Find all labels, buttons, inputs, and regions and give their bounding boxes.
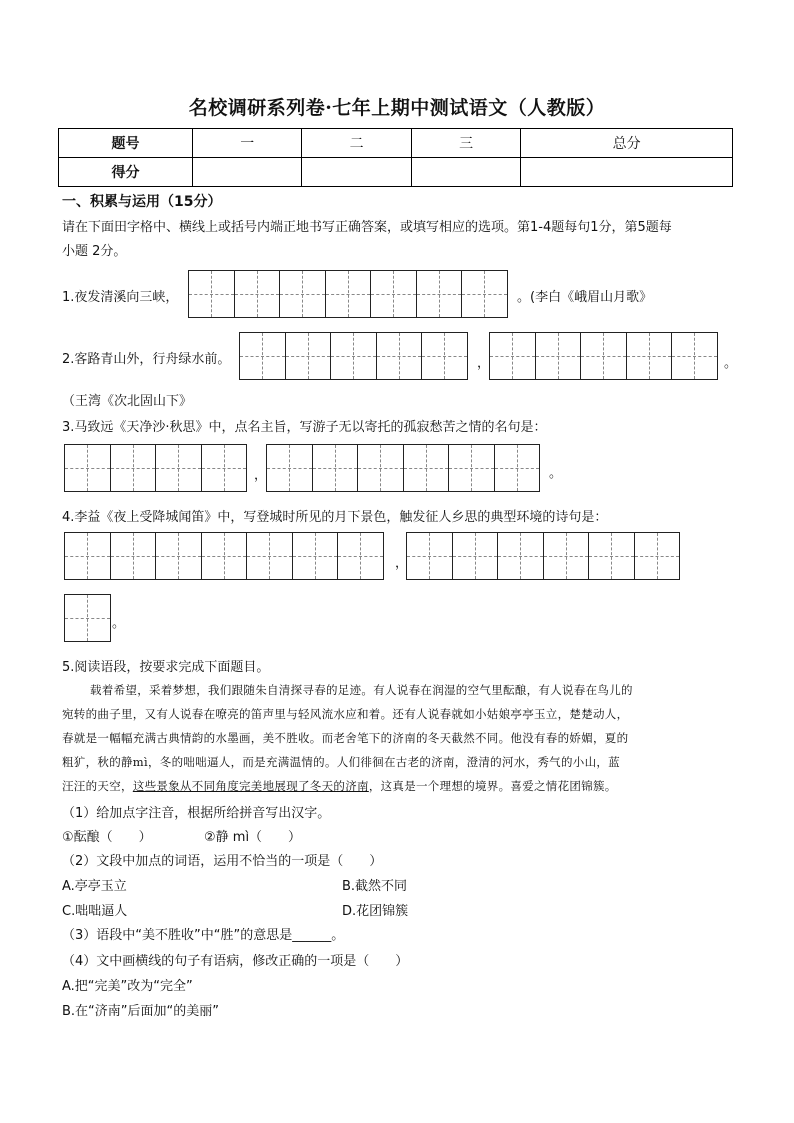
- grid-cell[interactable]: [417, 271, 463, 317]
- score-table: [58, 128, 733, 187]
- score-cell[interactable]: [193, 158, 302, 187]
- grid-cell[interactable]: [313, 445, 359, 491]
- grid-cell[interactable]: [449, 445, 495, 491]
- section-heading: 一、积累与运用（15分）: [62, 194, 222, 210]
- score-cell[interactable]: [411, 158, 520, 187]
- grid-cell[interactable]: [111, 533, 157, 579]
- question-3-text: 3.马致远《天净沙·秋思》中，点名主旨，写游子无以寄托的孤寂愁苦之情的名句是：: [62, 420, 547, 435]
- grid-cell[interactable]: [156, 445, 202, 491]
- sub-question-2: （2）文段中加点的词语，运用不恰当的一项是（ ）: [62, 854, 383, 869]
- punctuation-comma: ，: [477, 356, 491, 371]
- question-2-prefix: 2.客路青山外，行舟绿水前。: [62, 352, 231, 367]
- answer-grid-q2a[interactable]: [239, 332, 468, 380]
- question-2-source: （王湾《次北固山下》: [62, 394, 193, 409]
- grid-cell[interactable]: [490, 333, 536, 379]
- page-title: 名校调研系列卷·七年上期中测试语文（人教版）: [188, 97, 606, 119]
- grid-cell[interactable]: [189, 271, 235, 317]
- score-table-row: [59, 158, 733, 187]
- answer-grid-q4a[interactable]: [64, 532, 384, 580]
- grid-cell[interactable]: [331, 333, 377, 379]
- score-cell[interactable]: [521, 158, 733, 187]
- score-header-cell: 三: [411, 129, 520, 158]
- passage-line: 载着希望，采着梦想，我们跟随朱自清探寻春的足迹。有人说春在润湿的空气里酝酿，有人说春在鸟儿的: [90, 683, 633, 697]
- grid-cell[interactable]: [627, 333, 673, 379]
- sub-question-1-item-a: ①酝酿（ ）: [62, 830, 152, 845]
- grid-cell[interactable]: [267, 445, 313, 491]
- grid-cell[interactable]: [65, 445, 111, 491]
- option-b: B.截然不同: [342, 879, 408, 894]
- passage-text: ，这真是一个理想的境界。喜爱之情花团锦簇。: [368, 779, 617, 793]
- answer-grid-q3b[interactable]: [266, 444, 540, 492]
- answer-grid-q4c[interactable]: [64, 594, 111, 642]
- grid-cell[interactable]: [202, 533, 248, 579]
- answer-grid-q3a[interactable]: [64, 444, 247, 492]
- grid-cell[interactable]: [581, 333, 627, 379]
- grid-cell[interactable]: [240, 333, 286, 379]
- score-table-header-row: [59, 129, 733, 158]
- grid-cell[interactable]: [293, 533, 339, 579]
- grid-cell[interactable]: [407, 533, 453, 579]
- punctuation-period: 。: [724, 356, 738, 371]
- grid-cell[interactable]: [536, 333, 582, 379]
- score-header-cell: 题号: [59, 129, 193, 158]
- grid-cell[interactable]: [202, 445, 248, 491]
- answer-grid-q1[interactable]: [188, 270, 508, 318]
- grid-cell[interactable]: [672, 333, 718, 379]
- question-5-text: 5.阅读语段，按要求完成下面题目。: [62, 660, 270, 675]
- passage-line: 春就是一幅幅充满古典情韵的水墨画，美不胜收。而老舍笔下的济南的冬天截然不同。他没有春的娇媚，夏的: [62, 731, 629, 745]
- grid-cell[interactable]: [544, 533, 590, 579]
- option-a: A.把“完美”改为“完全”: [62, 979, 193, 994]
- score-row-label: 得分: [59, 158, 193, 187]
- answer-grid-q4b[interactable]: [406, 532, 680, 580]
- question-1-suffix: 。(李白《峨眉山月歌》: [517, 290, 653, 305]
- question-1-prefix: 1.夜发清溪向三峡，: [62, 290, 179, 305]
- grid-cell[interactable]: [453, 533, 499, 579]
- grid-cell[interactable]: [495, 445, 541, 491]
- passage-text: 汪汪的天空，: [62, 779, 133, 793]
- sub-question-1-item-b: ②静 mì（ ）: [204, 830, 302, 845]
- punctuation-comma: ，: [395, 556, 409, 571]
- grid-cell[interactable]: [156, 533, 202, 579]
- grid-cell[interactable]: [111, 445, 157, 491]
- option-c: C.咄咄逼人: [62, 904, 128, 919]
- sub-question-3: （3）语段中“美不胜收”中“胜”的意思是______。: [62, 928, 345, 943]
- punctuation-period: 。: [549, 466, 563, 481]
- grid-cell[interactable]: [635, 533, 681, 579]
- grid-cell[interactable]: [377, 333, 423, 379]
- instruction-line: 小题 2分。: [62, 244, 127, 259]
- grid-cell[interactable]: [358, 445, 404, 491]
- passage-line: 粗犷，秋的静mì，冬的咄咄逼人，而是充满温情的。人们徘徊在古老的济南，澄清的河水，秀气的小山，蓝: [62, 755, 620, 769]
- grid-cell[interactable]: [326, 271, 372, 317]
- grid-cell[interactable]: [280, 271, 326, 317]
- punctuation-period: 。: [112, 616, 126, 631]
- instruction-line: 请在下面田字格中、横线上或括号内端正地书写正确答案，或填写相应的选项。第1-4题每句1分，第5题每: [62, 220, 672, 235]
- grid-cell[interactable]: [235, 271, 281, 317]
- grid-cell[interactable]: [65, 595, 111, 641]
- grid-cell[interactable]: [498, 533, 544, 579]
- grid-cell[interactable]: [462, 271, 508, 317]
- grid-cell[interactable]: [247, 533, 293, 579]
- score-header-cell: 总分: [521, 129, 733, 158]
- answer-grid-q2b[interactable]: [489, 332, 718, 380]
- option-a: A.亭亭玉立: [62, 879, 127, 894]
- option-d: D.花团锦簇: [342, 904, 409, 919]
- passage-line: [62, 778, 617, 794]
- sub-question-4: （4）文中画横线的句子有语病，修改正确的一项是（ ）: [62, 954, 409, 969]
- grid-cell[interactable]: [65, 533, 111, 579]
- score-cell[interactable]: [302, 158, 411, 187]
- score-header-cell: 一: [193, 129, 302, 158]
- grid-cell[interactable]: [286, 333, 332, 379]
- grid-cell[interactable]: [371, 271, 417, 317]
- grid-cell[interactable]: [422, 333, 468, 379]
- grid-cell[interactable]: [589, 533, 635, 579]
- question-4-text: 4.李益《夜上受降城闻笛》中，写登城时所见的月下景色，触发征人乡思的典型环境的诗句是：: [62, 510, 608, 525]
- punctuation-comma: ，: [254, 468, 268, 483]
- underlined-sentence: 这些景象从不同角度完美地展现了冬天的济南: [132, 779, 369, 793]
- option-b: B.在“济南”后面加“的美丽”: [62, 1004, 219, 1019]
- grid-cell[interactable]: [338, 533, 384, 579]
- grid-cell[interactable]: [404, 445, 450, 491]
- passage-line: 宛转的曲子里，又有人说春在嘹亮的笛声里与轻风流水应和着。还有人说春就如小姑娘亭亭玉立，楚楚动人，: [62, 707, 629, 721]
- sub-question-1: （1）给加点字注音，根据所给拼音写出汉字。: [62, 806, 331, 821]
- score-header-cell: 二: [302, 129, 411, 158]
